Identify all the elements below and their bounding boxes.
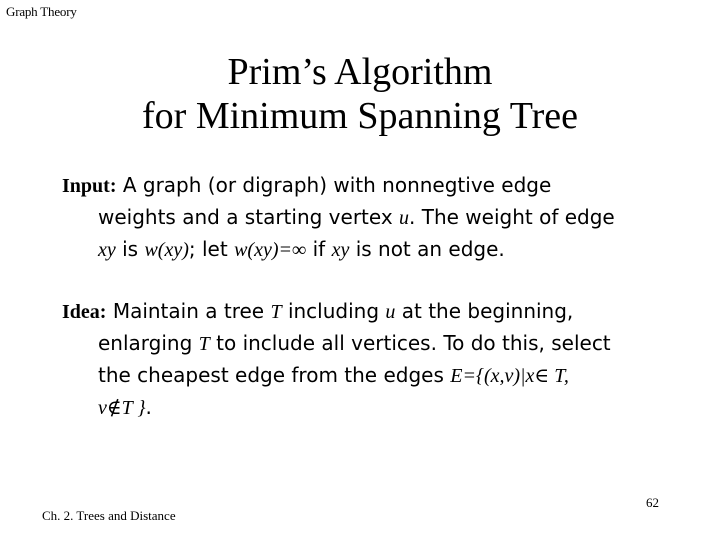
input-text-3: . The weight of edge [409,205,615,229]
input-text-1: A graph (or digraph) with nonnegtive edge [122,173,552,197]
idea-text-4: enlarging [98,331,193,355]
idea-label: Idea: [62,301,107,323]
input-text-4: is [122,237,139,261]
idea-tree-T: T [270,301,282,323]
slide-title [0,50,720,138]
idea-text-3: at the beginning, [401,299,574,323]
chapter-footer: Ch. 2. Trees and Distance [42,508,176,523]
title-line-2: for Minimum Spanning Tree [142,95,578,137]
idea-text-6: the cheapest edge from the edges [98,363,444,387]
idea-edge-set-1: E={(x,v)|x∈ T, [450,365,569,387]
idea-text-1: Maintain a tree [112,299,265,323]
input-vertex-u: u [399,207,410,229]
input-weight-wxy: w(xy) [144,239,189,261]
input-text-2: weights and a starting vertex [98,205,393,229]
idea-paragraph [62,296,682,424]
idea-vertex-u: u [385,301,396,323]
course-header: Graph Theory [6,4,77,19]
input-weight-infinity: w(xy)=∞ [234,239,307,261]
idea-edge-set-2: v∉T } [98,397,146,419]
page-number: 62 [646,495,659,510]
input-edge-xy: xy [98,239,116,261]
input-label: Input: [62,175,117,197]
idea-tree-T-2: T [198,333,210,355]
input-text-7: is not an edge. [355,237,505,261]
input-paragraph [62,170,682,266]
input-text-6: if [312,237,326,261]
idea-text-7: . [145,395,152,419]
idea-text-2: including [287,299,380,323]
title-line-1: Prim’s Algorithm [227,51,493,93]
input-edge-xy-2: xy [331,239,350,261]
input-text-5: ; let [188,237,228,261]
idea-text-5: to include all vertices. To do this, select [216,331,611,355]
